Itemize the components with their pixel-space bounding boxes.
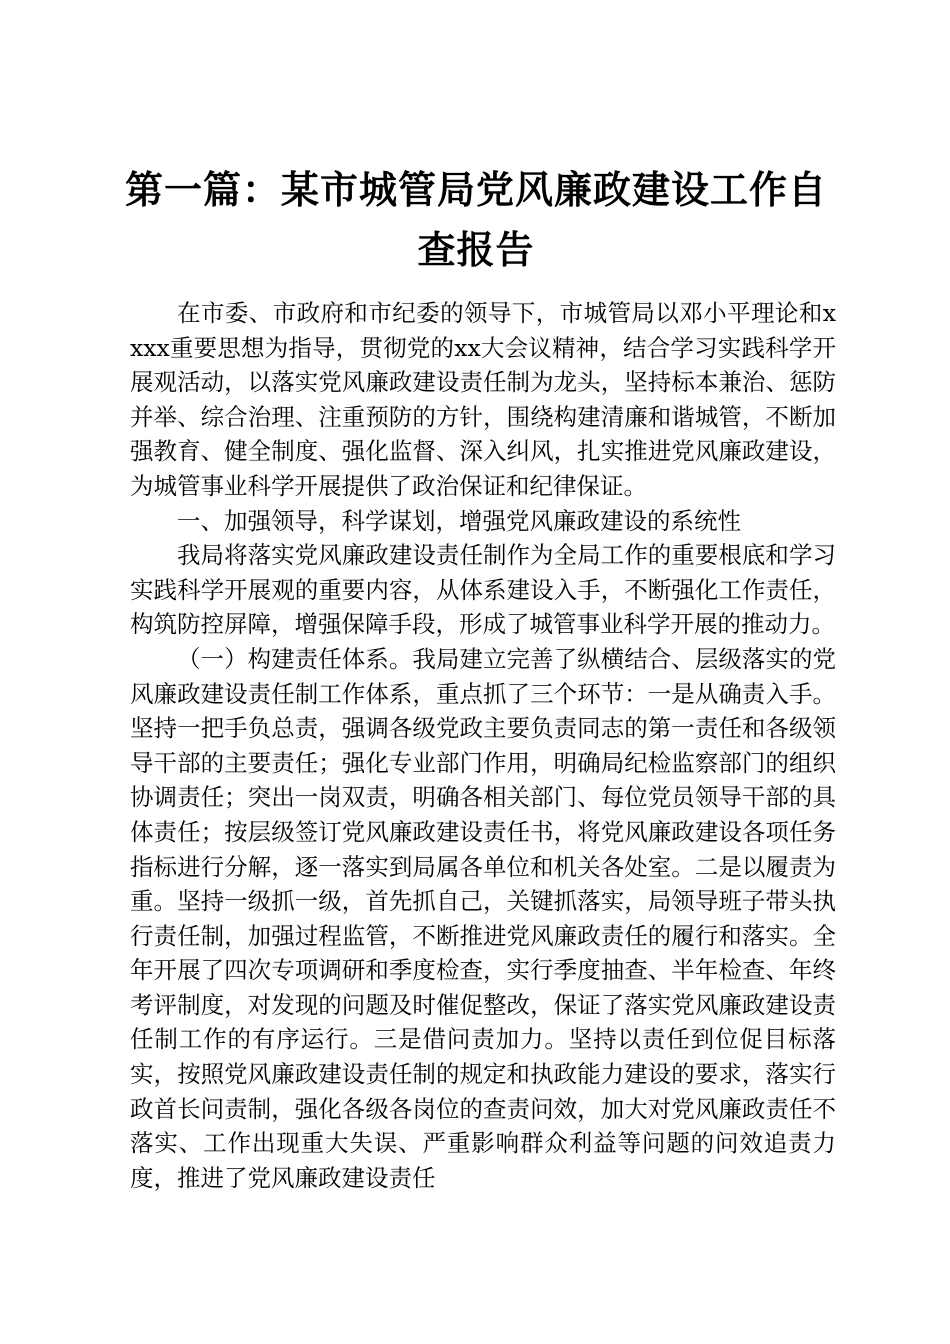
paragraph-section-1: 我局将落实党风廉政建设责任制作为全局工作的重要根底和学习实践科学开展观的重要内容，从体系建设入手，不断强化工作责任，构筑防控屏障，增强保障手段，形成了城管事业科学开展的推动力。 — [130, 541, 836, 639]
paragraph-subsection-1: （一）构建责任体系。我局建立完善了纵横结合、层级落实的党风廉政建设责任制工作体系，重点抓了三个环节：一是从确责入手。坚持一把手负总责，强调各级党政主要负责同志的第一责任和各级领导干部的主要责任；强化专业部门作用，明确局纪检监察部门的组织协调责任；突出一岗双责，明确各相关部门、每位党员领导干部的具体责任；按层级签订党风廉政建设责任书，将党风廉政建设各项任务指标进行分解，逐一落实到局属各单位和机关各处室。二是以履责为重。坚持一级抓一级，首先抓自己，关键抓落实，局领导班子带头执行责任制，加强过程监管，不断推进党风廉政责任的履行和落实。全年开展了四次专项调研和季度检查，实行季度抽查、半年检查、年终考评制度，对发现的问题及时催促整改，保证了落实党风廉政建设责任制工作的有序运行。三是借问责加力。坚持以责任到位促目标落实，按照党风廉政建设责任制的规定和执政能力建设的要求，落实行政首长问责制，强化各级各岗位的查责问效，加大对党风廉政责任不落实、工作出现重大失误、严重影响群众利益等问题的问效追责力度，推进了党风廉政建设责任 — [130, 644, 836, 1192]
paragraph-intro: 在市委、市政府和市纪委的领导下，市城管局以邓小平理论和xxxx重要思想为指导，贯彻党的xx大会议精神，结合学习实践科学开展观活动，以落实党风廉政建设责任制为龙头，坚持标本兼治、惩防并举、综合治理、注重预防的方针，围绕构建清廉和谐城管，不断加强教育、健全制度、强化监督、深入纠风，扎实推进党风廉政建设，为城管事业科学开展提供了政治保证和纪律保证。 — [130, 299, 836, 500]
document-title: 第一篇：某市城管局党风廉政建设工作自查报告 — [124, 168, 827, 272]
document-body — [130, 296, 836, 1195]
section-heading-1: 一、加强领导，科学谋划，增强党风廉政建设的系统性 — [177, 506, 741, 535]
